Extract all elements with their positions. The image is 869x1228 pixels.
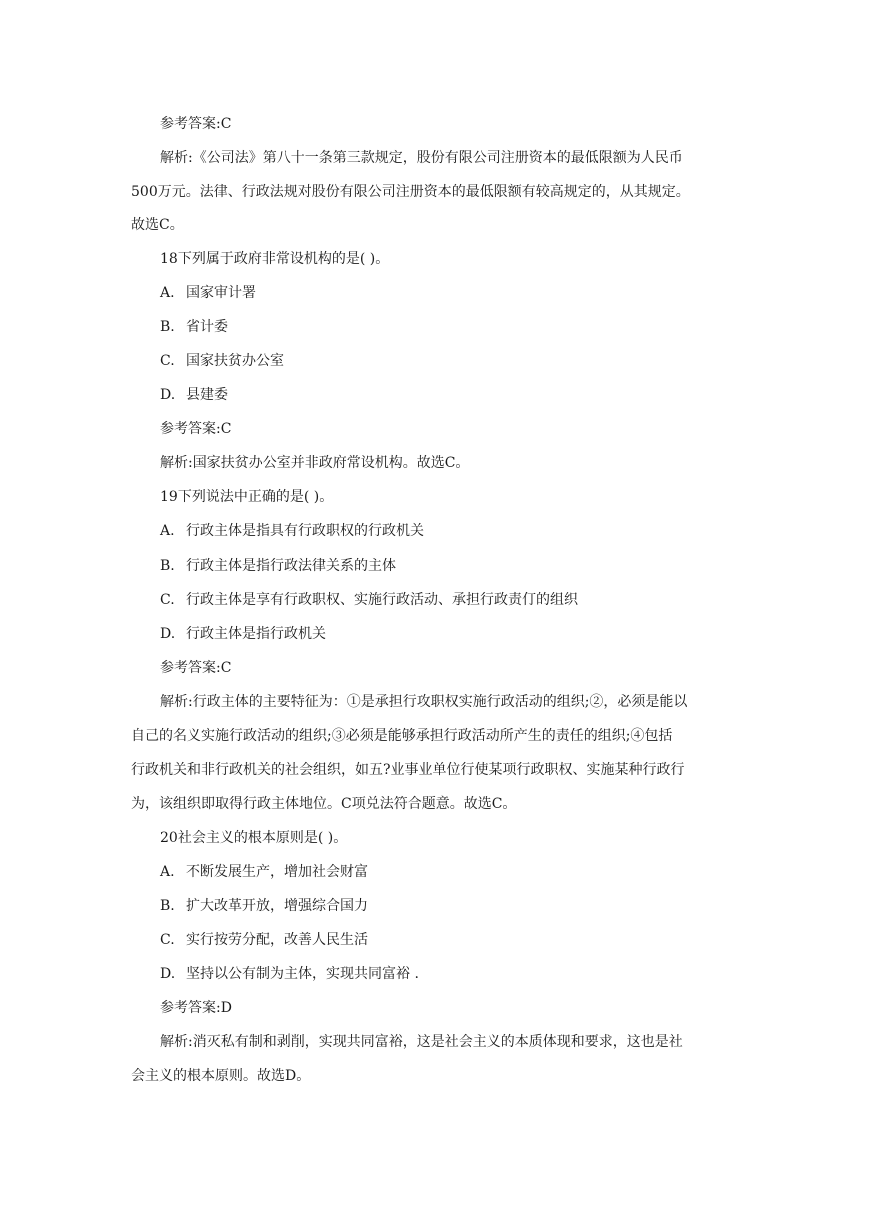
analysis-line: 解析:《公司法》第八十一条第三款规定，股份有限公司注册资本的最低限额为人民币: [160, 150, 683, 166]
answer-line: 参考答案:D: [160, 1000, 232, 1016]
option-d: [160, 624, 326, 644]
option-letter: D.: [160, 966, 176, 982]
option-c: [160, 351, 284, 371]
option-letter: C.: [160, 592, 175, 608]
option-letter: A.: [160, 285, 175, 301]
option-text: 县建委: [186, 387, 228, 403]
option-text: 行政主体是享有行政职权、实施行政活动、承担行政责仃的组织: [186, 592, 578, 608]
option-text: 行政主体是指行政法律关系的主体: [186, 558, 396, 574]
option-d: [160, 964, 419, 984]
option-d: [160, 385, 228, 405]
option-text: 扩大改革开放，增强综合国力: [186, 898, 368, 914]
option-c: [160, 930, 368, 950]
analysis-line: 行政机关和非行政机关的社会组织，如五?业事业单位行使某项行政职权、实施某种行政行: [131, 762, 685, 778]
option-b: [160, 896, 368, 916]
option-text: 国家扶贫办公室: [186, 353, 284, 369]
option-text: 坚持以公有制为主体，实现共同富裕 .: [186, 966, 419, 982]
option-text: 不断发展生产，增加社会财富: [186, 864, 368, 880]
option-c: [160, 590, 578, 610]
analysis-line: 500万元。法律、行政法规对股份有限公司注册资本的最低限额有较高规定的，从其规定。: [131, 184, 690, 200]
answer-line: 参考答案:C: [160, 116, 232, 132]
question-19: 19下列说法中正确的是( )。: [160, 489, 334, 505]
option-a: [160, 862, 368, 882]
option-text: 实行按劳分配，改善人民生活: [186, 932, 368, 948]
answer-line: 参考答案:C: [160, 660, 232, 676]
option-letter: B.: [160, 898, 175, 914]
option-letter: C.: [160, 353, 175, 369]
analysis-line: 故选C。: [131, 217, 184, 233]
option-letter: B.: [160, 558, 175, 574]
option-text: 省计委: [186, 319, 228, 335]
option-text: 国家审计署: [186, 285, 256, 301]
analysis-line: 为，该组织即取得行政主体地位。C项兑法符合题意。故选C。: [131, 796, 517, 812]
option-letter: C.: [160, 932, 175, 948]
analysis-line: 解析:消灭私有制和剥削，实现共同富裕，这是社会主义的本质体现和要求，这也是社: [160, 1034, 683, 1050]
question-20: 20社会主义的根本原则是( )。: [160, 830, 348, 846]
option-a: [160, 521, 424, 541]
option-b: [160, 317, 228, 337]
answer-line: 参考答案:C: [160, 421, 232, 437]
option-text: 行政主体是指行政机关: [186, 626, 326, 642]
analysis-line: 解析:国家扶贫办公室并非政府常设机构。故选C。: [160, 455, 470, 471]
option-b: [160, 556, 396, 576]
analysis-line: 解析:行政主体的主要特征为：①是承担行攻职权实施行政活动的组织;②，必须是能以: [160, 694, 688, 710]
option-letter: D.: [160, 387, 176, 403]
option-a: [160, 283, 256, 303]
analysis-line: 自己的名义实施行政活动的组织;③必须是能够承担行政活动所产生的责任的组织;④包括: [131, 728, 673, 744]
option-letter: A.: [160, 864, 175, 880]
option-text: 行政主体是指具有行政职权的行政机关: [186, 523, 424, 539]
question-18: 18下列属于政府非常设机构的是( )。: [160, 251, 390, 267]
option-letter: D.: [160, 626, 176, 642]
option-letter: A.: [160, 523, 175, 539]
option-letter: B.: [160, 319, 175, 335]
analysis-line: 会主义的根本原则。故选D。: [131, 1068, 311, 1084]
